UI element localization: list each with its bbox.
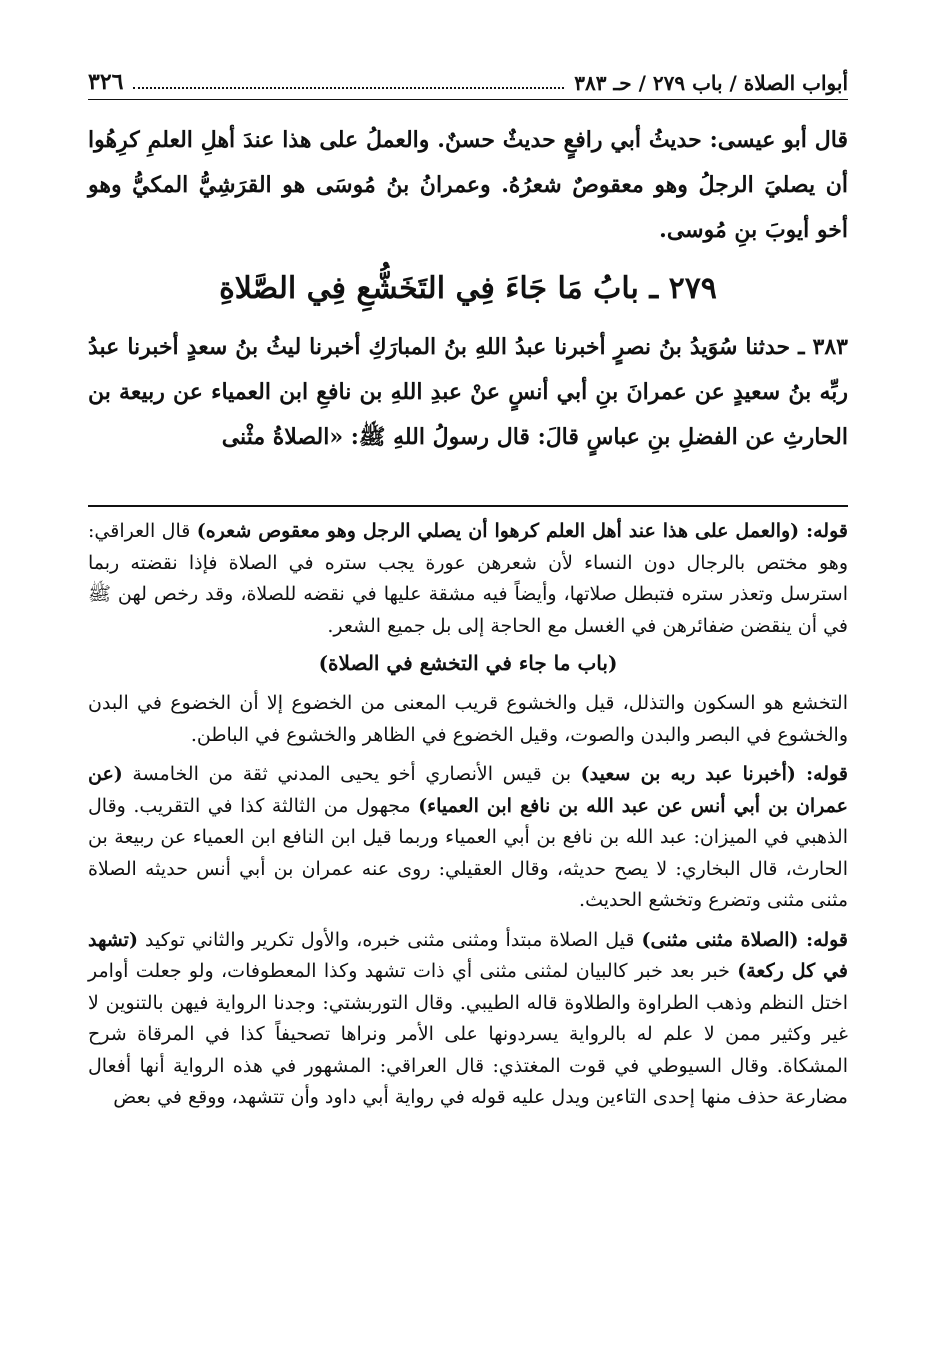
- commentary-quote: قوله: (أخبرنا عبد ربه بن سعيد): [580, 763, 848, 785]
- commentary-paragraph-1: [88, 516, 848, 642]
- commentary-quote: (تشهد في كل ركعة): [88, 928, 848, 982]
- commentary-quote: قوله: (والعمل على هذا عند أهل العلم كرهوا أن يصلي الرجل وهو معقوص شعره): [196, 520, 848, 542]
- page-number: ٣٢٦: [88, 69, 124, 95]
- running-header: [88, 60, 848, 100]
- commentary-paragraph-4: [88, 925, 848, 1114]
- header-dotted-leader: [133, 87, 564, 89]
- main-text: [88, 118, 848, 460]
- commentary-text: خبر بعد خبر كالبيان لمثنى مثنى أي ذات تشهد وكذا المعطوفات، ولو جعلت أوامر اختل النظم وذهب الطراوة والطلاوة قاله الطيبي. وقال التوربشتي: وجدنا الرواية فيهن بالتنوين لا غير وكثير ممن لا علم له بالرواية يسردونها على الأمر ونراها تصحيفاً كذا في المرقاة شرح المشكاة. وقال السيوطي في قوت المغتذي: قال العراقي: المشهور في هذه الرواية أنها أفعال مضارعة حذف منها إحدى التاءين ويدل عليه قوله في رواية أبي داود وأن تتشهد، ووقع في بعض: [88, 960, 848, 1108]
- footnote-separator: [88, 505, 848, 507]
- commentary-text: قيل الصلاة مبتدأ ومثنى مثنى خبره، والأول تكرير والثاني توكيد: [145, 928, 642, 951]
- commentary-quote: قوله: (الصلاة مثنى مثنى): [641, 928, 848, 951]
- hadith-text: ٣٨٣ ـ حدثنا سُوَيدُ بنُ نصرٍ أخبرنا عبدُ اللهِ بنُ المبارَكِ أخبرنا ليثُ بنُ سعدٍ أخبرنا عبدُ ربِّه بنُ سعيدٍ عن عمرانَ بنِ أبي أنسٍ عنْ عبدِ اللهِ بن نافعِ ابن العمياء عن ربيعة بن الحارثِ عن الفضلِ بنِ عباسٍ قالَ: قال رسولُ اللهِ ﷺ: «الصلاةُ مثْنى: [88, 334, 848, 450]
- commentary-text: مجهول من الثالثة كذا في التقريب. وقال الذهبي في الميزان: عبد الله بن نافع بن أبي العمياء وربما قيل ابن النافع ابن العمياء عن ربيعة بن الحارث، قال البخاري: لا يصح حديثه، وقال العقيلي: روى عنه عمران بن أبي أنس حديثه الصلاة مثنى مثنى وتضرع وتخشع الحديث.: [88, 794, 848, 911]
- commentary-paragraph-2: التخشع هو السكون والتذلل، قيل والخشوع قريب المعنى من الخضوع إلا أن الخضوع في البدن والخشوع في البصر والبدن والصوت، وقيل الخضوع في الظاهر والخشوع في الباطن.: [88, 692, 848, 746]
- commentary-text: بن قيس الأنصاري أخو يحيى المدني ثقة من الخامسة: [132, 763, 581, 785]
- commentary-sub-heading: (باب ما جاء في التخشع في الصلاة): [318, 651, 618, 675]
- commentary: [88, 516, 848, 1116]
- main-paragraph: قال أبو عيسى: حديثُ أبي رافعٍ حديثٌ حسنٌ. والعملُ على هذا عندَ أهلِ العلمِ كرِهُوا أن يصليَ الرجلُ وهو معقوصٌ شعرُهُ. وعمرانُ بنُ مُوسَى هو القرَشِيُّ المكيُّ وهو أخو أيوبَ بنِ مُوسى.: [88, 127, 848, 243]
- chapter-heading: ٢٧٩ ـ بابُ مَا جَاءَ فِي التَخَشُّعِ فِي الصَّلاةِ: [219, 271, 717, 306]
- commentary-paragraph-3: [88, 759, 848, 917]
- commentary-text: قال العراقي: وهو مختص بالرجال دون النساء لأن شعرهن عورة يجب ستره في الصلاة فإذا نقضته ربما استرسل وتعذر ستره فتبطل صلاتها، وأيضاً فيه مشقة عليها في نقضه للصلاة، وقد رخص لهن ﷺ في أن ينقضن ضفائرهن في الغسل مع الحاجة إلى بل جميع الشعر.: [88, 520, 848, 637]
- commentary-quote: (عن عمران بن أبي أنس عن عبد الله بن نافع ابن العمياء): [88, 763, 848, 817]
- running-title: أبواب الصلاة / باب ٢٧٩ / حـ ٣٨٣: [574, 71, 848, 95]
